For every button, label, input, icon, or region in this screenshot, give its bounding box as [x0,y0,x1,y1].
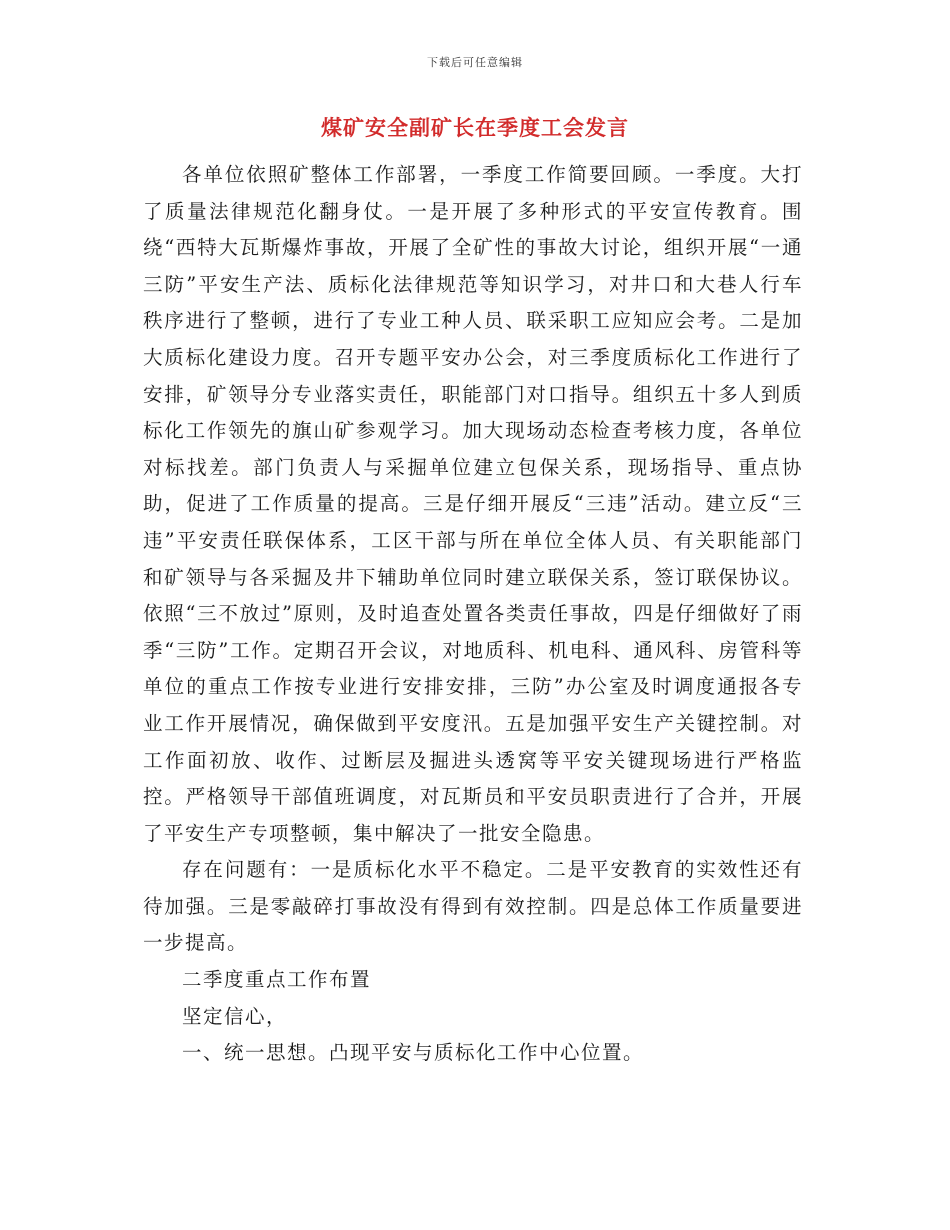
paragraph-review: 各单位依照矿整体工作部署，一季度工作简要回顾。一季度。大打了质量法律规范化翻身仗。一是开展了多种形式的平安宣传教育。围绕“西特大瓦斯爆炸事故，开展了全矿性的事故大讨论，组织开展“一通三防”平安生产法、质标化法律规范等知识学习，对井口和大巷人行车秩序进行了整顿，进行了专业工种人员、联采职工应知应会考。二是加大质标化建设力度。召开专题平安办公会，对三季度质标化工作进行了安排，矿领导分专业落实责任，职能部门对口指导。组织五十多人到质标化工作领先的旗山矿参观学习。加大现场动态检查考核力度，各单位对标找差。部门负责人与采掘单位建立包保关系，现场指导、重点协助，促进了工作质量的提高。三是仔细开展反“三违”活动。建立反“三违”平安责任联保体系，工区干部与所在单位全体人员、有关职能部门和矿领导与各采掘及井下辅助单位同时建立联保关系，签订联保协议。依照“三不放过”原则，及时追查处置各类责任事故，四是仔细做好了雨季“三防”工作。定期召开会议，对地质科、机电科、通风科、房管科等单位的重点工作按专业进行安排安排，三防”办公室及时调度通报各专业工作开展情况，确保做到平安度汛。五是加强平安生产关键控制。对工作面初放、收作、过断层及掘进头透窝等平安关键现场进行严格监控。严格领导干部值班调度，对瓦斯员和平安员职责进行了合并，开展了平安生产专项整顿，集中解决了一批安全隐患。 [143,163,803,845]
paragraph-confidence: 坚定信心， [182,1004,288,1028]
paragraph-problems: 存在问题有：一是质标化水平不稳定。二是平安教育的实效性还有待加强。三是零敲碎打事故没有得到有效控制。四是总体工作质量要进一步提高。 [143,858,803,955]
paragraph-item-one: 一、统一思想。凸现平安与质标化工作中心位置。 [182,1041,645,1065]
document-body [143,157,803,1072]
header-note: 下载后可任意编辑 [427,56,523,69]
document-title: 煤矿安全副矿长在季度工会发言 [321,116,629,140]
paragraph-section-heading: 二季度重点工作布置 [182,968,372,992]
